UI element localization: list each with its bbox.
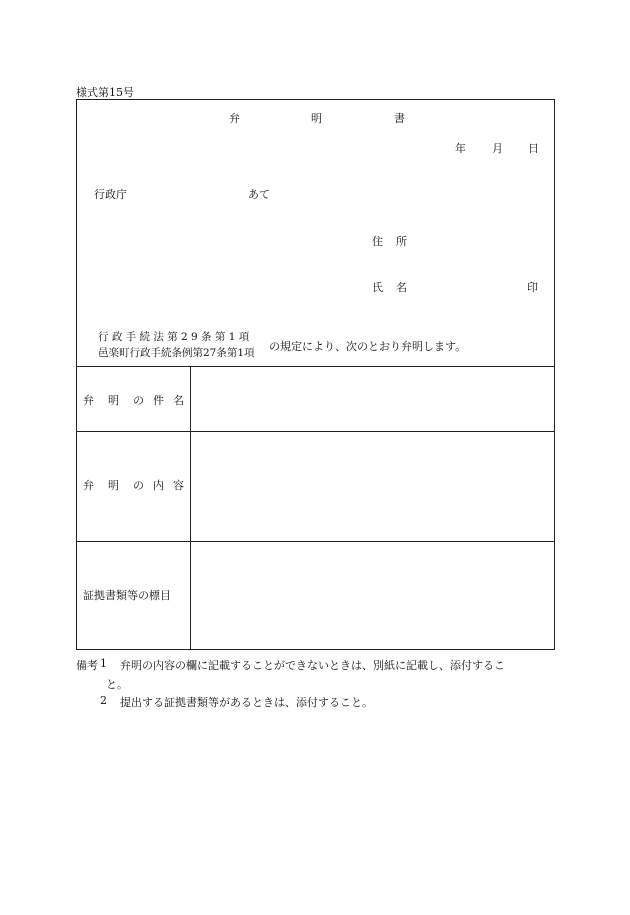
note-1-continuation: と。 bbox=[106, 678, 128, 691]
notes-heading: 備考 bbox=[76, 659, 98, 672]
name-label-char: 氏 bbox=[372, 281, 383, 294]
row-divider-1 bbox=[76, 366, 555, 367]
title-char: 書 bbox=[394, 112, 405, 125]
form-number: 様式第15号 bbox=[76, 86, 134, 99]
statement-ref-line-1: 行 政 手 続 法 第 2 9 条 第 1 項 bbox=[98, 331, 250, 343]
address-label-char: 住 bbox=[372, 235, 383, 248]
note-2-text: 提出する証拠書類等があるときは、添付すること。 bbox=[120, 696, 373, 709]
seal-mark: 印 bbox=[527, 281, 538, 294]
date-month: 月 bbox=[492, 142, 503, 155]
date-day: 日 bbox=[528, 142, 539, 155]
address-label-char: 所 bbox=[396, 235, 407, 248]
label-char: 弁 bbox=[83, 479, 94, 492]
row-divider-2 bbox=[76, 431, 555, 432]
note-2-number: 2 bbox=[100, 694, 107, 707]
row-divider-3 bbox=[76, 541, 555, 542]
title-char: 明 bbox=[311, 112, 322, 125]
row-subject-value[interactable] bbox=[196, 372, 548, 426]
statement-tail: の規定により、次のとおり弁明します。 bbox=[269, 340, 467, 353]
label-char: 件 bbox=[153, 394, 164, 407]
label-char: 弁 bbox=[83, 394, 94, 407]
row-evidence-label: 証拠書類等の標目 bbox=[83, 589, 171, 602]
addressee-suffix: あて bbox=[248, 188, 270, 201]
label-char: の bbox=[133, 394, 144, 407]
label-char: 容 bbox=[173, 479, 184, 492]
statement-ref-line-2: 邑楽町行政手続条例第27条第1項 bbox=[98, 347, 255, 359]
note-1-number: 1 bbox=[100, 657, 107, 670]
addressee-agency: 行政庁 bbox=[94, 188, 127, 201]
label-char: 名 bbox=[173, 394, 184, 407]
date-year: 年 bbox=[455, 142, 466, 155]
row-content-value[interactable] bbox=[196, 437, 548, 536]
note-1-text: 弁明の内容の欄に記載することができないときは、別紙に記載し、添付するこ bbox=[120, 659, 505, 672]
row-evidence-value[interactable] bbox=[196, 547, 548, 645]
title-char: 弁 bbox=[229, 112, 240, 125]
label-char: の bbox=[133, 479, 144, 492]
name-label-char: 名 bbox=[396, 281, 407, 294]
label-char: 明 bbox=[108, 479, 119, 492]
label-char: 内 bbox=[153, 479, 164, 492]
label-column-divider bbox=[190, 367, 191, 650]
label-char: 明 bbox=[108, 394, 119, 407]
